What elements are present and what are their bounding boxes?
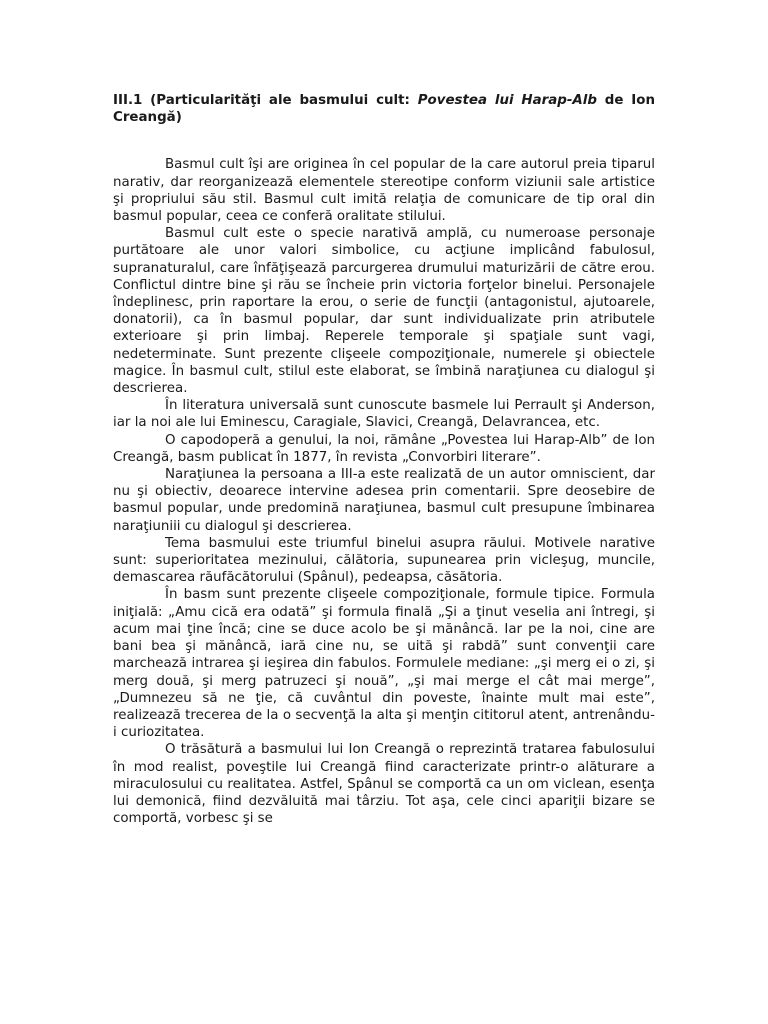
paragraph-origin: Basmul cult îşi are originea în cel popular de la care autorul preia tiparul narativ, dar reorganizează elementele stereotipe conform viziunii sale artistice şi propriului său stil. Basmul cult imită relaţia de comunicare de tip oral din basmul popular, ceea ce conferă oralitate stilului.: [113, 157, 655, 225]
paragraph-masterpiece: O capodoperă a genului, la noi, rămâne „Povestea lui Harap-Alb” de Ion Creangă, basm publicat în 1877, în revista „Convorbiri literare”.: [113, 432, 655, 465]
heading-suffix: de Ion Creangă): [113, 93, 655, 126]
heading-work-title: Povestea lui Harap-Alb: [417, 93, 597, 108]
paragraph-formulas: În basm sunt prezente clişeele compoziţionale, formule tipice. Formula iniţială: „Amu cică era odată” şi formula finală „Şi a ţinut veselia ani întregi, şi acum mai ţine încă; cine se duce acolo be şi mănâncă. Iar pe la noi, cine are bani bea şi mănâncă, iară cine nu, se uită şi rabdă” sunt convenţii care marchează intrarea şi ieşirea din fabulos. Formulele mediane: „şi merg ei o zi, şi merg două, şi merg patruzeci şi nouă”, „şi mai merge el cât mai merge”, „Dumnezeu să ne ţie, că cuvântul din poveste, înainte mult mai este”, realizează trecerea de la o secvenţă la alta şi menţin cititorul atent, antrenându-i curiozitatea.: [113, 587, 655, 741]
paragraph-universal-literature: În literatura universală sunt cunoscute basmele lui Perrault şi Anderson, iar la noi ale lui Eminescu, Caragiale, Slavici, Creangă, Delavrancea, etc.: [113, 398, 655, 431]
heading-prefix: III.1 (Particularităţi ale basmului cult:: [113, 93, 418, 108]
paragraph-definition: Basmul cult este o specie narativă amplă, cu numeroase personaje purtătoare ale unor valori simbolice, cu acţiune implicând fabulosul, supranaturalul, care înfăţişează parcurgerea drumului maturizării de către erou. Conflictul dintre bine şi rău se încheie prin victoria forţelor binelui. Personajele îndeplinesc, prin raportare la erou, o serie de funcţii (antagonistul, ajutoarele, donatorii), ca în basmul popular, dar sunt individualizate prin atributele exterioare şi prin limbaj. Reperele temporale şi spaţiale sunt vagi, nedeterminate. Sunt prezente clişeele compoziţionale, numerele şi obiectele magice. În basmul cult, stilul este elaborat, se îmbină naraţiunea cu dialogul şi descrierea.: [113, 226, 655, 397]
paragraph-realism: O trăsătură a basmului lui Ion Creangă o reprezintă tratarea fabulosului în mod realist, poveştile lui Creangă fiind caracterizate printr-o alăturare a miraculosului cu realitatea. Astfel, Spânul se comportă ca un om viclean, esenţa lui demonică, fiind dezvăluită mai târziu. Tot aşa, cele cinci apariţii bizare se comportă, vorbesc şi se: [113, 742, 655, 827]
section-heading: [113, 92, 655, 126]
paragraph-narration: Naraţiunea la persoana a III-a este realizată de un autor omniscient, dar nu şi obiectiv, deoarece intervine adesea prin comentarii. Spre deosebire de basmul popular, unde predomină naraţiunea, basmul cult presupune îmbinarea naraţiuniii cu dialogul şi descrierea.: [113, 467, 655, 534]
paragraph-theme: Tema basmului este triumful binelui asupra răului. Motivele narative sunt: superioritatea mezinului, călătoria, supunearea prin vicleşug, muncile, demascarea răufăcătorului (Spânul), pedeapsa, căsătoria.: [113, 535, 655, 586]
document-page: [113, 92, 655, 827]
